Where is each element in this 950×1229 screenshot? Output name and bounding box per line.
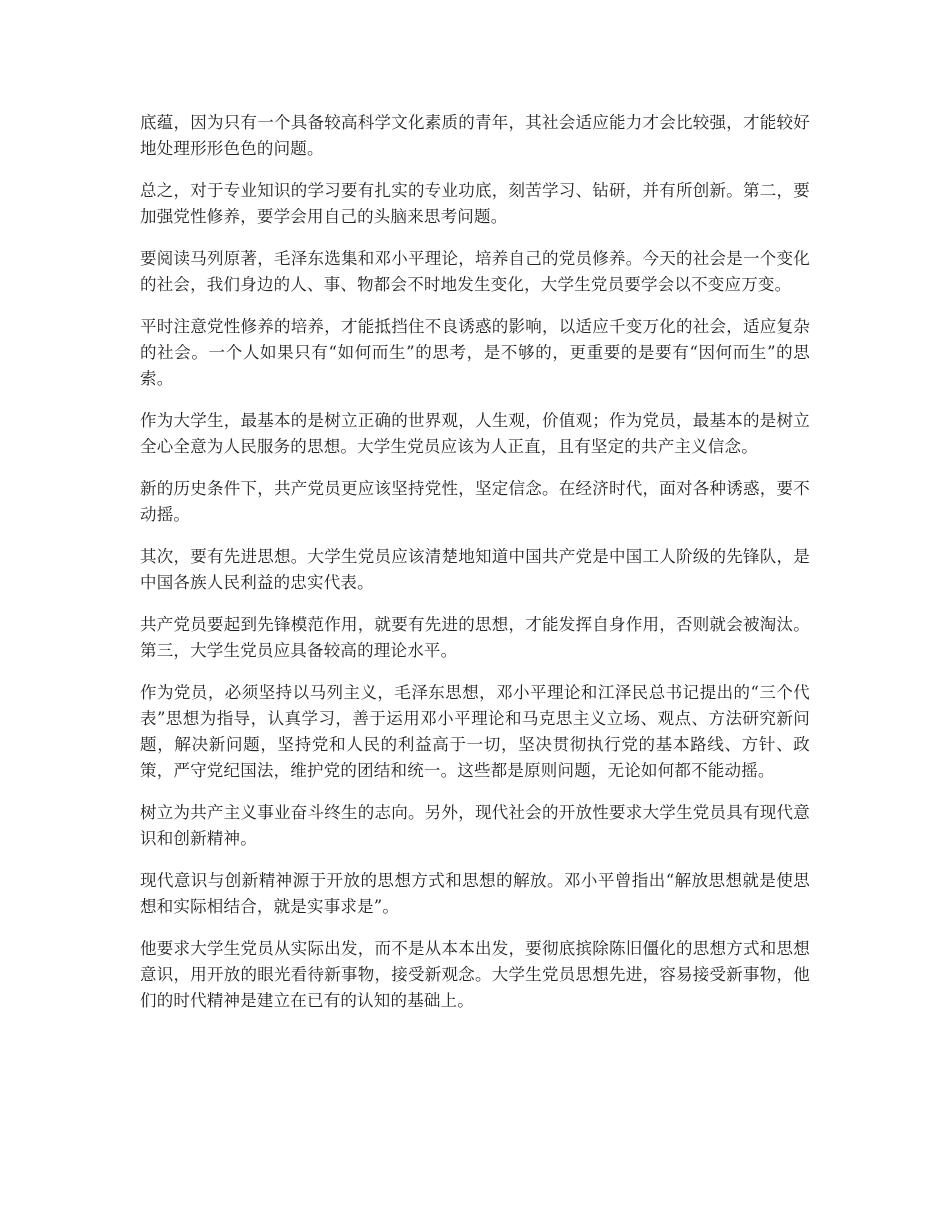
paragraph-10: 树立为共产主义事业奋斗终生的志向。另外，现代社会的开放性要求大学生党员具有现代意识和创新精神。 [140, 803, 810, 848]
paragraph-2: 总之，对于专业知识的学习要有扎实的专业功底，刻苦学习、钻研，并有所创新。第二，要加强党性修养，要学会用自己的头脑来思考问题。 [140, 181, 810, 226]
paragraph-9: 作为党员，必须坚持以马列主义，毛泽东思想，邓小平理论和江泽民总书记提出的“三个代表”思想为指导，认真学习，善于运用邓小平理论和马克思主义立场、观点、方法研究新问题，解决新问题，坚持党和人民的利益高于一切，坚决贯彻执行党的基本路线、方针、政策，严守党纪国法，维护党的团结和统一。这些都是原则问题，无论如何都不能动摇。 [140, 683, 810, 780]
paragraph-6: 新的历史条件下，共产党员更应该坚持党性，坚定信念。在经济时代，面对各种诱惑，要不动摇。 [140, 479, 810, 524]
paragraph-12: 他要求大学生党员从实际出发，而不是从本本出发，要彻底摈除陈旧僵化的思想方式和思想意识，用开放的眼光看待新事物，接受新观念。大学生党员思想先进，容易接受新事物，他们的时代精神是建立在已有的认知的基础上。 [140, 939, 810, 1010]
paragraph-1: 底蕴，因为只有一个具备较高科学文化素质的青年，其社会适应能力才会比较强，才能较好地处理形形色色的问题。 [140, 113, 810, 158]
document-page [140, 110, 810, 1030]
paragraph-5: 作为大学生，最基本的是树立正确的世界观，人生观，价值观；作为党员，最基本的是树立全心全意为人民服务的思想。大学生党员应该为人正直，且有坚定的共产主义信念。 [140, 411, 810, 456]
paragraph-3: 要阅读马列原著，毛泽东选集和邓小平理论，培养自己的党员修养。今天的社会是一个变化的社会，我们身边的人、事、物都会不时地发生变化，大学生党员要学会以不变应万变。 [140, 249, 810, 294]
paragraph-8: 共产党员要起到先锋模范作用，就要有先进的思想，才能发挥自身作用，否则就会被淘汰。第三，大学生党员应具备较高的理论水平。 [140, 615, 810, 660]
paragraph-11: 现代意识与创新精神源于开放的思想方式和思想的解放。邓小平曾指出“解放思想就是使思想和实际相结合，就是实事求是”。 [140, 871, 810, 916]
paragraph-7: 其次，要有先进思想。大学生党员应该清楚地知道中国共产党是中国工人阶级的先锋队，是中国各族人民利益的忠实代表。 [140, 547, 810, 592]
paragraph-4: 平时注意党性修养的培养，才能抵挡住不良诱惑的影响，以适应千变万化的社会，适应复杂的社会。一个人如果只有“如何而生”的思考，是不够的，更重要的是要有“因何而生”的思索。 [140, 317, 810, 388]
